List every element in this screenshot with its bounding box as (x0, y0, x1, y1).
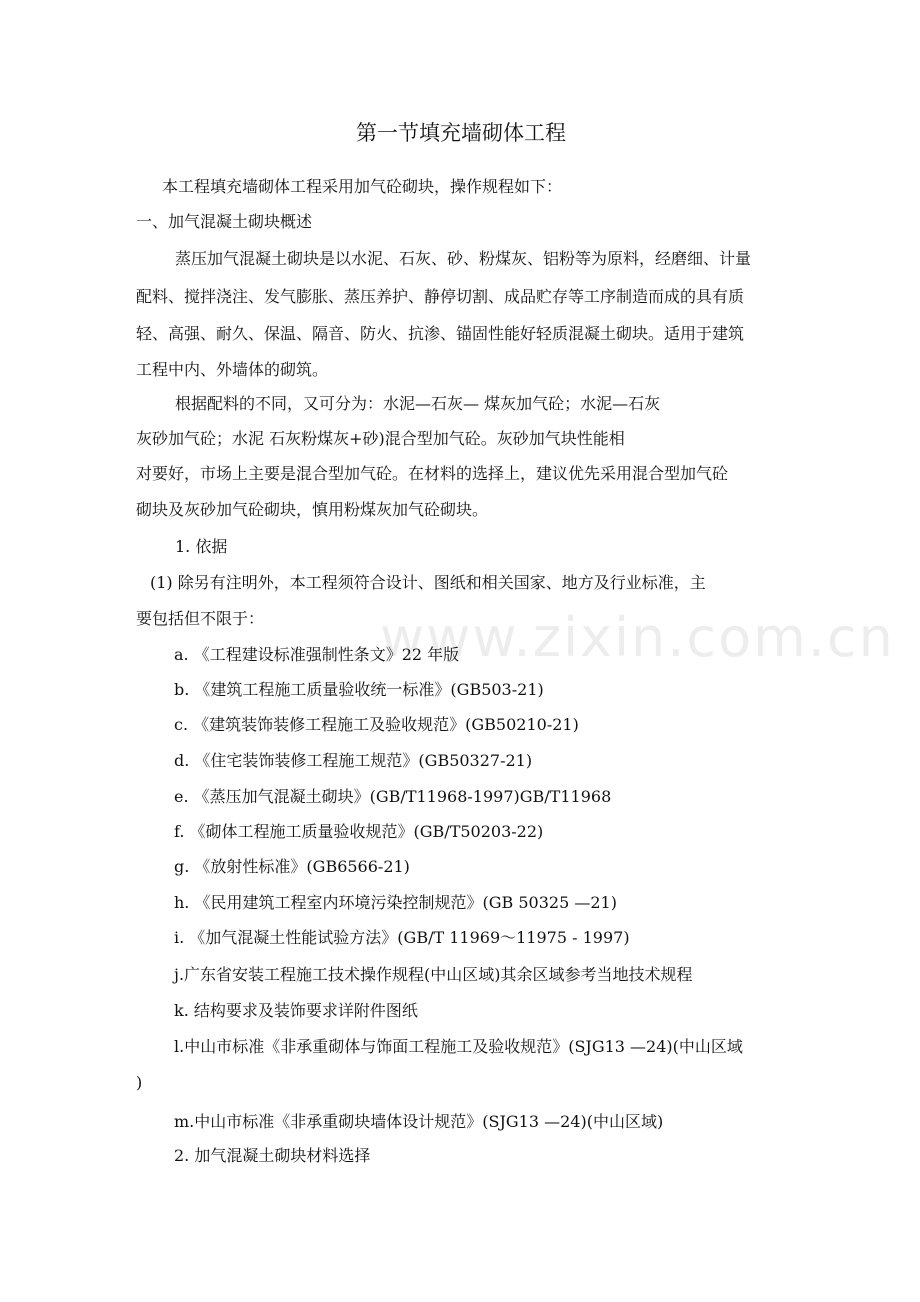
standard-item: b. 《建筑工程施工质量验收统一标准》(GB503-21) (174, 680, 544, 699)
standard-item: a. 《工程建设标准强制性条文》22 年版 (174, 645, 460, 664)
paragraph-line: 轻、高强、耐久、保温、隔音、防火、抗渗、锚固性能好轻质混凝土砌块。适用于建筑 (136, 324, 745, 343)
standard-item: ) (136, 1073, 143, 1092)
watermark: www.zixin.com.cn (380, 606, 895, 669)
paragraph-line: 要包括但不限于： (136, 609, 265, 628)
standard-item: g. 《放射性标准》(GB6566-21) (174, 857, 410, 876)
section-heading: 一、加气混凝土砌块概述 (136, 212, 313, 231)
paragraph-line: 工程中内、外墙体的砌筑。 (136, 360, 329, 379)
section-heading: 2. 加气混凝土砌块材料选择 (174, 1146, 371, 1165)
paragraph-line: 配料、搅拌浇注、发气膨胀、蒸压养护、静停切割、成品贮存等工序制造而成的具有质 (136, 287, 745, 306)
paragraph-line: 根据配料的不同，又可分为：水泥—石灰— 煤灰加气砼；水泥—石灰 (175, 394, 661, 413)
standard-item: m.中山市标准《非承重砌块墙体设计规范》(SJG13 —24)(中山区域) (174, 1112, 664, 1131)
standard-item: l.中山市标准《非承重砌体与饰面工程施工及验收规范》(SJG13 —24)(中山区域 (174, 1037, 743, 1056)
standard-item: c. 《建筑装饰装修工程施工及验收规范》(GB50210-21) (174, 715, 579, 734)
paragraph-line: 对要好，市场上主要是混合型加气砼。在材料的选择上，建议优先采用混合型加气砼 (136, 464, 729, 483)
standard-item: j.广东省安装工程施工技术操作规程(中山区域)其余区域参考当地技术规程 (174, 965, 693, 984)
standard-item: h. 《民用建筑工程室内环境污染控制规范》(GB 50325 —21) (174, 893, 617, 912)
paragraph-line: 蒸压加气混凝土砌块是以水泥、石灰、砂、粉煤灰、铝粉等为原料，经磨细、计量 (175, 249, 752, 268)
standard-item: d. 《住宅装饰装修工程施工规范》(GB50327-21) (174, 751, 533, 770)
intro-text: 本工程填充墙砌体工程采用加气砼砌块，操作规程如下： (162, 177, 563, 196)
paragraph-line: 砌块及灰砂加气砼砌块，慎用粉煤灰加气砼砌块。 (136, 500, 489, 519)
basis-heading: 1. 依据 (175, 537, 228, 556)
standard-item: i. 《加气混凝土性能试验方法》(GB/T 11969～11975 - 1997) (174, 928, 630, 947)
paragraph-line: (1) 除另有注明外，本工程须符合设计、图纸和相关国家、地方及行业标准，主 (150, 573, 706, 592)
page-title: 第一节填充墙砌体工程 (356, 121, 566, 145)
standard-item: f. 《砌体工程施工质量验收规范》(GB/T50203-22) (174, 822, 544, 841)
standard-item: e. 《蒸压加气混凝土砌块》(GB/T11968-1997)GB/T11968 (174, 787, 612, 806)
paragraph-line: 灰砂加气砼；水泥 石灰粉煤灰+砂)混合型加气砼。灰砂加气块性能相 (136, 429, 625, 448)
standard-item: k. 结构要求及装饰要求详附件图纸 (174, 1001, 418, 1020)
